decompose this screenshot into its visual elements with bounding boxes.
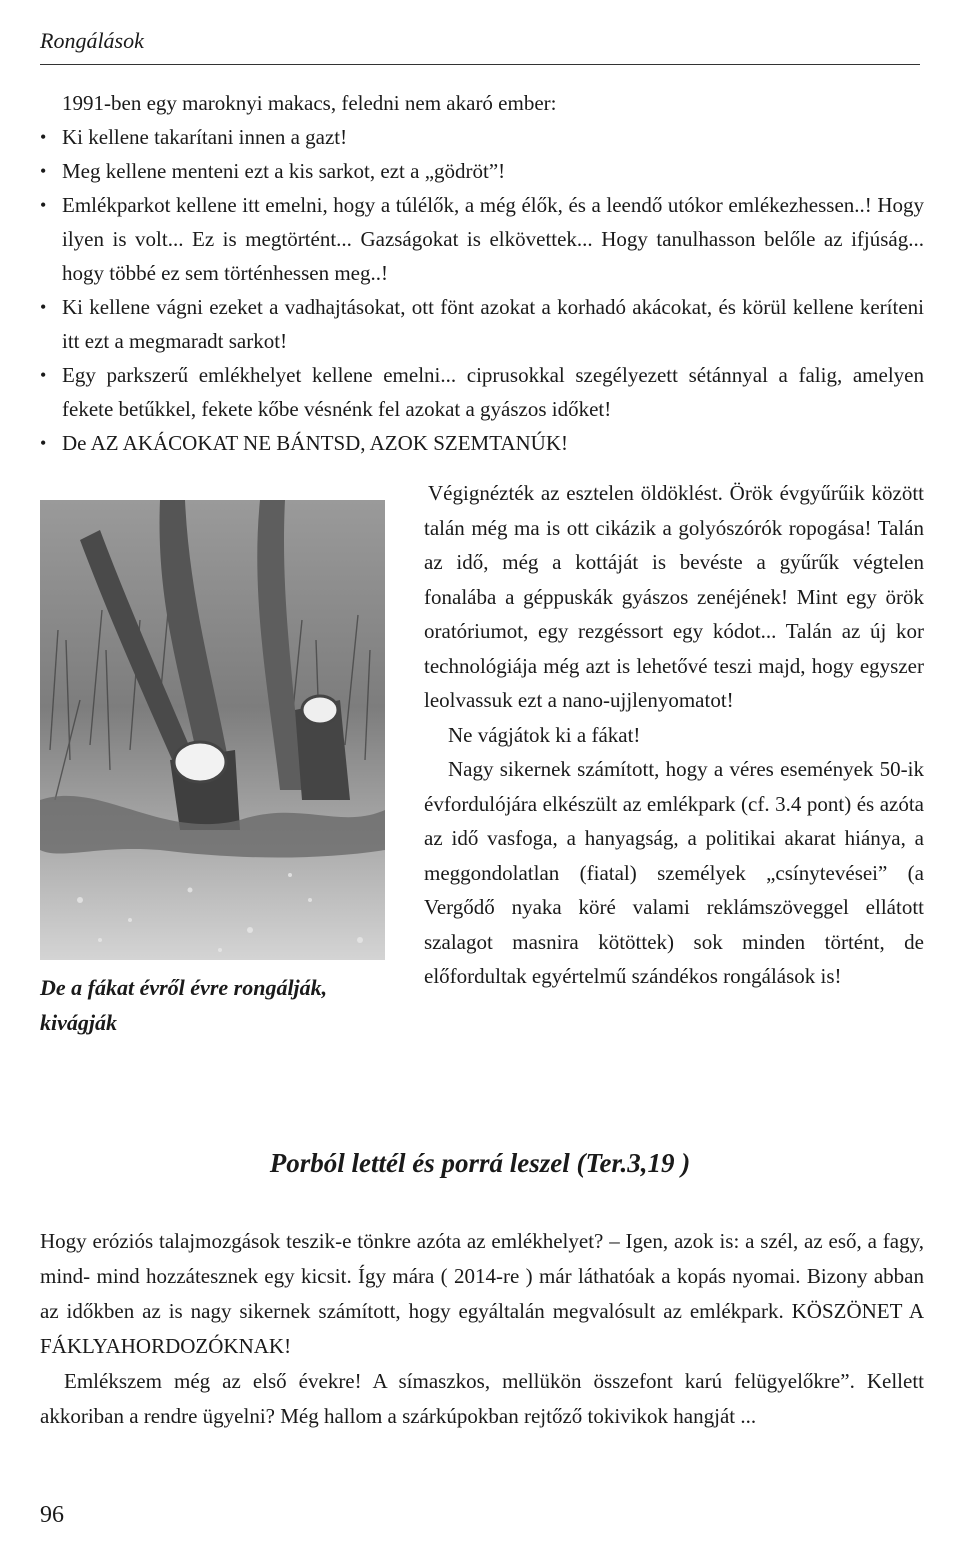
page-number: 96 xyxy=(40,1502,64,1528)
running-head: Rongálások xyxy=(40,28,144,53)
bullet-item: • De AZ AKÁCOKAT NE BÁNTSD, AZOK SZEMTANÚK! xyxy=(40,426,924,460)
bullet-list xyxy=(40,120,924,460)
header-rule xyxy=(40,64,920,65)
bullet-item: • Emlékparkot kellene itt emelni, hogy a túlélők, a még élők, és a leendő utókor emlékezhessen..! Hogy ilyen is volt... Ez is megtörtént... Gazságokat is elkövettek... Hogy tanulhasson belőle az ifjúság... hogy többé ez sem történhessen meg..! xyxy=(40,188,924,290)
column-paragraph: Nagy sikernek számított, hogy a véres események 50-ik évfordulójára elkészült az emlékpark (cf. 3.4 pont) és azóta az idő vasfoga, a hanyagság, a politikai akarat hiánya, a meggondolatlan (fiatal) személyek „csínytevései” (a Vergődő nyaka köré valami reklámszöveggel ellátott szalagot masnira kötöttek) sok minden történt, de előfordultak egyértelmű szándékos rongálások is! xyxy=(424,757,924,988)
section-title: Porból lettél és porrá leszel (Ter.3,19 ) xyxy=(269,1148,691,1178)
body-paragraph: Hogy eróziós talajmozgások teszik-e tönkre azóta az emlékhelyet? – Igen, azok is: a szél, az eső, a fagy, mind- mind hozzátesznek egy kicsit. Így mára ( 2014-re ) már láthatóak a kopás nyomai. Bizony abban az időkben az is nagy sikernek számított, hogy egyáltalán megvalósult az emlékpark. KÖSZÖNET A FÁKLYAHORDOZÓKNAK! xyxy=(40,1229,924,1358)
intro-line: 1991-ben egy maroknyi makacs, feledni nem akaró ember: xyxy=(62,91,557,115)
column-paragraph: Ne vágjátok ki a fákat! xyxy=(448,722,641,747)
bullet-item: • Ki kellene vágni ezeket a vadhajtásokat, ott fönt azokat a korhadó akácokat, és körül kellene keríteni itt ezt a megmaradt sarkot! xyxy=(40,290,924,358)
body-text xyxy=(40,1224,924,1434)
cut-trees-photo xyxy=(40,500,385,960)
photo-caption: De a fákat évről évre rongálják, kivágják xyxy=(40,975,328,1035)
bullet-item: • Ki kellene takarítani innen a gazt! xyxy=(40,120,924,154)
right-column-text xyxy=(424,476,924,994)
bullet-item: • Egy parkszerű emlékhelyet kellene emelni... ciprusokkal szegélyezett sétánnyal a falig, amelyen fekete betűkkel, fekete kőbe vésnénk fel azokat a gyászos időket! xyxy=(40,358,924,426)
body-paragraph: Emlékszem még az első évekre! A símaszkos, mellükön összefont karú felügyelőkre”. Kellett akkoriban a rendre ügyelni? Még hallom a szárkúpokban rejtőző tokivikok hangját ... xyxy=(40,1369,924,1428)
bullet-item: • Meg kellene menteni ezt a kis sarkot, ezt a „gödröt”! xyxy=(40,154,924,188)
column-paragraph: Végignézték az esztelen öldöklést. Örök évgyűrűik között talán még ma is ott cikázik a golyószórók ropogása! Talán az idő, még a kottáját is bevéste a gyűrűk végtelen fonalába a géppuskák gyászos zenéjének! Mint egy örök oratóriumot, egy rezgéssort egy kódot... Talán az új kor technológiája még azt is lehetővé teszi majd, hogy egyszer leolvassuk ezt a nano-ujjlenyomatot! xyxy=(424,481,924,712)
